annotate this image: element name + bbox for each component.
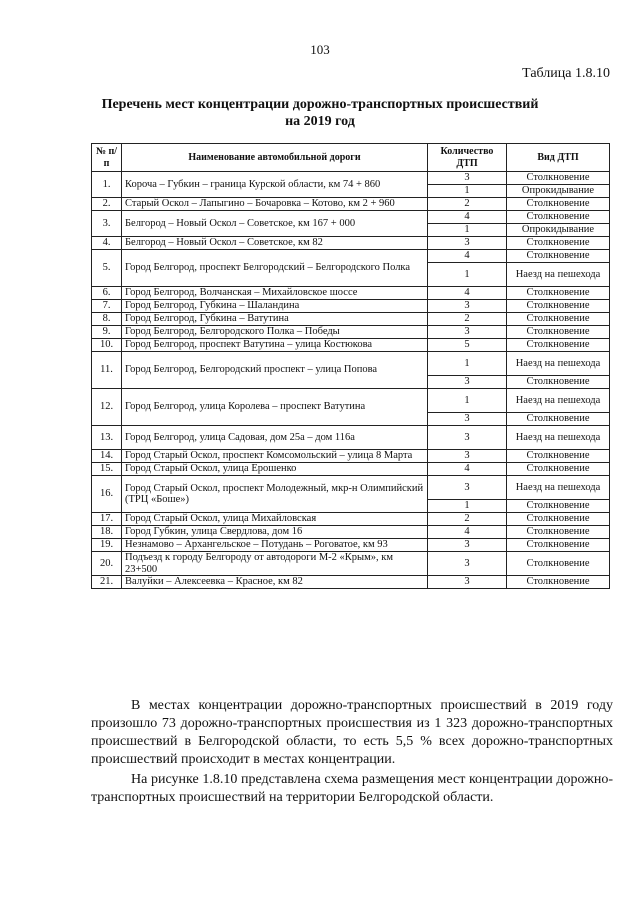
row-number: 7. [92, 300, 122, 313]
accident-count: 5 [428, 339, 507, 352]
row-number: 6. [92, 287, 122, 300]
table-row [92, 287, 610, 300]
accident-count: 3 [428, 413, 507, 426]
table-row [92, 389, 610, 413]
table-row [92, 339, 610, 352]
road-name: Белгород – Новый Оскол – Советское, км 167 + 000 [122, 211, 428, 237]
accident-count: 3 [428, 539, 507, 552]
accident-count: 3 [428, 476, 507, 500]
row-number: 2. [92, 198, 122, 211]
accident-count: 2 [428, 198, 507, 211]
table-row [92, 352, 610, 376]
accident-type: Опрокидывание [507, 185, 610, 198]
accident-type: Столкновение [507, 413, 610, 426]
row-number: 9. [92, 326, 122, 339]
accident-count: 3 [428, 376, 507, 389]
table-row [92, 513, 610, 526]
paragraph-2: На рисунке 1.8.10 представлена схема размещения мест концентрации дорожно-транспортных происшествий на территории Белгородской области. [91, 772, 613, 805]
row-number: 8. [92, 313, 122, 326]
road-name: Валуйки – Алексеевка – Красное, км 82 [122, 576, 428, 589]
row-number: 18. [92, 526, 122, 539]
row-number: 17. [92, 513, 122, 526]
accident-type: Столкновение [507, 172, 610, 185]
road-name: Город Белгород, Губкина – Шаландина [122, 300, 428, 313]
title-line-2: на 2019 год [285, 114, 355, 129]
paragraph-2-container [91, 771, 613, 807]
accident-count: 3 [428, 552, 507, 576]
accident-count: 1 [428, 500, 507, 513]
accident-count: 4 [428, 211, 507, 224]
table-row [92, 313, 610, 326]
road-name: Незнамово – Архангельское – Потудань – Роговатое, км 93 [122, 539, 428, 552]
table-row [92, 300, 610, 313]
accident-type: Наезд на пешехода [507, 426, 610, 450]
accident-type: Столкновение [507, 300, 610, 313]
row-number: 5. [92, 250, 122, 287]
accident-type: Столкновение [507, 552, 610, 576]
accident-type: Наезд на пешехода [507, 263, 610, 287]
header-num: № п/п [92, 144, 122, 172]
row-number: 19. [92, 539, 122, 552]
road-name: Город Белгород, Белгородский проспект – улица Попова [122, 352, 428, 389]
accident-type: Столкновение [507, 237, 610, 250]
accident-count: 3 [428, 450, 507, 463]
road-name: Короча – Губкин – граница Курской области, км 74 + 860 [122, 172, 428, 198]
accident-count: 4 [428, 526, 507, 539]
accident-count: 3 [428, 172, 507, 185]
accident-type: Столкновение [507, 250, 610, 263]
accident-count: 3 [428, 326, 507, 339]
road-name: Подъезд к городу Белгороду от автодороги М-2 «Крым», км 23+500 [122, 552, 428, 576]
table-row [92, 476, 610, 500]
row-number: 20. [92, 552, 122, 576]
accident-type: Столкновение [507, 198, 610, 211]
title-line-1: Перечень мест концентрации дорожно-транспортных происшествий [101, 97, 539, 112]
table-row [92, 172, 610, 185]
accident-count: 3 [428, 237, 507, 250]
accident-count: 4 [428, 463, 507, 476]
accident-type: Столкновение [507, 313, 610, 326]
table-header-row [92, 144, 610, 172]
accident-type: Опрокидывание [507, 224, 610, 237]
road-name: Город Белгород, Губкина – Ватутина [122, 313, 428, 326]
accident-count: 1 [428, 352, 507, 376]
table-row [92, 526, 610, 539]
road-name: Город Старый Оскол, улица Михайловская [122, 513, 428, 526]
accident-count: 1 [428, 224, 507, 237]
document-title [60, 96, 580, 130]
road-name: Старый Оскол – Лапыгино – Бочаровка – Котово, км 2 + 960 [122, 198, 428, 211]
accident-count: 2 [428, 313, 507, 326]
table-caption: Таблица 1.8.10 [522, 66, 610, 81]
accident-type: Столкновение [507, 513, 610, 526]
table-row [92, 237, 610, 250]
row-number: 13. [92, 426, 122, 450]
row-number: 21. [92, 576, 122, 589]
page-number: 103 [310, 42, 330, 57]
accident-table-container [91, 143, 609, 589]
accident-type: Столкновение [507, 326, 610, 339]
row-number: 12. [92, 389, 122, 426]
row-number: 15. [92, 463, 122, 476]
accident-type: Столкновение [507, 526, 610, 539]
accident-count: 1 [428, 185, 507, 198]
row-number: 4. [92, 237, 122, 250]
accident-type: Столкновение [507, 287, 610, 300]
accident-type: Столкновение [507, 539, 610, 552]
road-name: Город Старый Оскол, улица Ерошенко [122, 463, 428, 476]
row-number: 14. [92, 450, 122, 463]
road-name: Город Белгород, Белгородского Полка – Победы [122, 326, 428, 339]
accident-type: Столкновение [507, 500, 610, 513]
table-row [92, 326, 610, 339]
accident-count: 4 [428, 250, 507, 263]
paragraph-1-container [91, 697, 613, 769]
road-name: Город Белгород, улица Королева – проспект Ватутина [122, 389, 428, 426]
accident-count: 4 [428, 287, 507, 300]
accident-count: 2 [428, 513, 507, 526]
accident-type: Столкновение [507, 463, 610, 476]
accident-count: 3 [428, 300, 507, 313]
table-row [92, 211, 610, 224]
row-number: 16. [92, 476, 122, 513]
table-row [92, 250, 610, 263]
accident-count: 3 [428, 576, 507, 589]
road-name: Белгород – Новый Оскол – Советское, км 82 [122, 237, 428, 250]
table-row [92, 450, 610, 463]
road-name: Город Старый Оскол, проспект Молодежный, мкр-н Олимпийский (ТРЦ «Боше») [122, 476, 428, 513]
table-row [92, 463, 610, 476]
road-name: Город Белгород, Волчанская – Михайловское шоссе [122, 287, 428, 300]
table-row [92, 426, 610, 450]
accident-type: Столкновение [507, 211, 610, 224]
road-name: Город Белгород, проспект Ватутина – улица Костюкова [122, 339, 428, 352]
paragraph-1: В местах концентрации дорожно-транспортных происшествий в 2019 году произошло 73 дорожно-транспортных происшествия из 1 323 дорожно-транспортных происшествий в Белгородской области, то есть 5,5 % всех дорожно-транспортных происшествий происходит в местах концентрации. [91, 698, 613, 767]
accident-table [91, 143, 610, 589]
accident-count: 1 [428, 263, 507, 287]
header-type: Вид ДТП [507, 144, 610, 172]
accident-type: Столкновение [507, 576, 610, 589]
table-row [92, 198, 610, 211]
table-row [92, 552, 610, 576]
row-number: 1. [92, 172, 122, 198]
accident-type: Столкновение [507, 376, 610, 389]
accident-type: Столкновение [507, 339, 610, 352]
road-name: Город Белгород, улица Садовая, дом 25а – дом 116а [122, 426, 428, 450]
road-name: Город Старый Оскол, проспект Комсомольский – улица 8 Марта [122, 450, 428, 463]
table-row [92, 576, 610, 589]
accident-count: 1 [428, 389, 507, 413]
accident-count: 3 [428, 426, 507, 450]
row-number: 10. [92, 339, 122, 352]
table-body [92, 172, 610, 589]
row-number: 11. [92, 352, 122, 389]
accident-type: Наезд на пешехода [507, 476, 610, 500]
header-count: Количество ДТП [428, 144, 507, 172]
road-name: Город Белгород, проспект Белгородский – Белгородского Полка [122, 250, 428, 287]
accident-type: Столкновение [507, 450, 610, 463]
accident-type: Наезд на пешехода [507, 389, 610, 413]
road-name: Город Губкин, улица Свердлова, дом 16 [122, 526, 428, 539]
table-row [92, 539, 610, 552]
row-number: 3. [92, 211, 122, 237]
accident-type: Наезд на пешехода [507, 352, 610, 376]
header-road: Наименование автомобильной дороги [122, 144, 428, 172]
